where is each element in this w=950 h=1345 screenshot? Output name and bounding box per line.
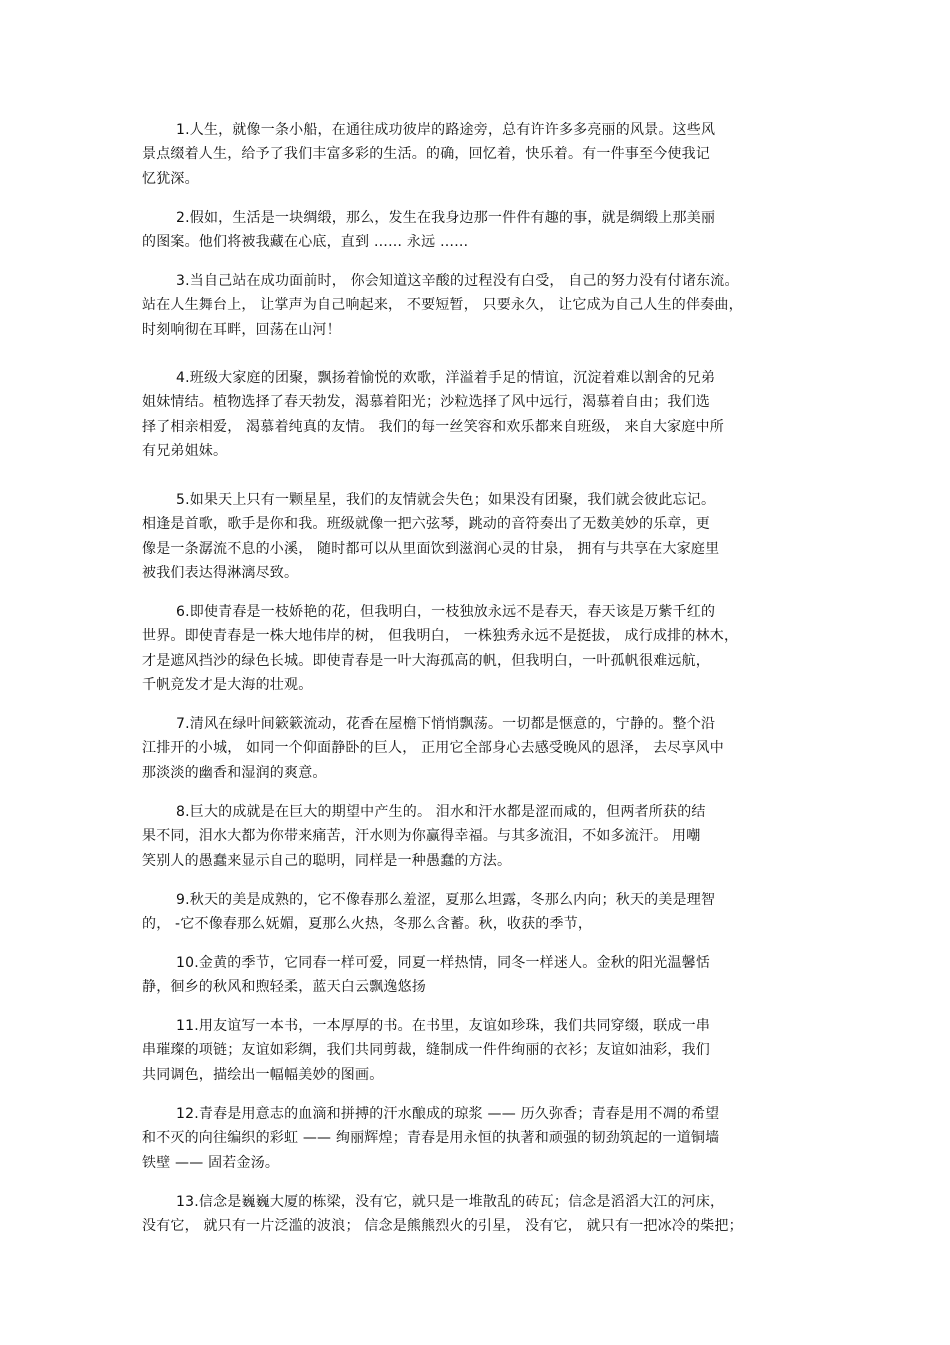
paragraph-line: 的图案。他们将被我藏在心底，直到 …… 永远 …… <box>142 234 469 250</box>
paragraph-line: 和不灭的向往编织的彩虹 —— 绚丽辉煌；青春是用永恒的执著和顽强的韧劲筑起的一道铜墙 <box>142 1130 720 1146</box>
paragraph-line: 7.清风在绿叶间簌簌流动，花香在屋檐下悄悄飘荡。一切都是惬意的，宁静的。整个沿 <box>176 716 716 732</box>
paragraph-line: 才是遮风挡沙的绿色长城。即使青春是一叶大海孤高的帆，但我明白，一叶孤帆很难远航， <box>142 653 710 669</box>
paragraph-line: 没有它， 就只有一片泛滥的波浪； 信念是熊熊烈火的引星， 没有它， 就只有一把冰冷的柴把； <box>142 1218 743 1234</box>
paragraph-line: 1.人生，就像一条小船，在通往成功彼岸的路途旁，总有许许多多亮丽的风景。这些风 <box>176 122 716 138</box>
paragraph-line: 13.信念是巍巍大厦的栋梁，没有它，就只是一堆散乱的砖瓦；信念是滔滔大江的河床， <box>176 1194 725 1210</box>
paragraph-line: 9.秋天的美是成熟的，它不像春那么羞涩，夏那么坦露，冬那么内向；秋天的美是理智 <box>176 892 716 908</box>
paragraph-line: 千帆竞发才是大海的壮观。 <box>142 677 313 693</box>
paragraph-line: 姐妹情结。植物选择了春天勃发，渴慕着阳光；沙粒选择了风中远行，渴慕着自由；我们选 <box>142 394 710 410</box>
paragraph-line: 笑别人的愚蠢来显示自己的聪明，同样是一种愚蠢的方法。 <box>142 853 512 869</box>
paragraph-line: 被我们表达得淋漓尽致。 <box>142 565 299 581</box>
paragraph-line: 站在人生舞台上， 让掌声为自己响起来， 不要短暂， 只要永久， 让它成为自己人生的伴奏曲， <box>142 297 743 313</box>
paragraph-line: 像是一条潺流不息的小溪， 随时都可以从里面饮到滋润心灵的甘泉， 拥有与共享在大家庭里 <box>142 541 720 557</box>
paragraph-line: 世界。即使青春是一株大地伟岸的树， 但我明白， 一株独秀永远不是挺拔， 成行成排的林木， <box>142 628 739 644</box>
paragraph-line: 铁壁 —— 固若金汤。 <box>142 1155 280 1171</box>
paragraph-line: 串璀璨的项链；友谊如彩绸，我们共同剪裁，缝制成一件件绚丽的衣衫；友谊如油彩，我们 <box>142 1042 710 1058</box>
paragraph-line: 静，徊乡的秋风和煦轻柔，蓝天白云飘逸悠扬 <box>142 979 426 995</box>
paragraph-line: 2.假如，生活是一块绸缎，那么，发生在我身边那一件件有趣的事，就是绸缎上那美丽 <box>176 210 716 226</box>
paragraph-line: 8.巨大的成就是在巨大的期望中产生的。 泪水和汗水都是涩而咸的，但两者所获的结 <box>176 804 706 820</box>
paragraph-line: 5.如果天上只有一颗星星，我们的友情就会失色；如果没有团聚，我们就会彼此忘记。 <box>176 492 716 508</box>
paragraph-line: 4.班级大家庭的团聚，飘扬着愉悦的欢歌，洋溢着手足的情谊，沉淀着难以割舍的兄弟 <box>176 370 716 386</box>
paragraph-line: 6.即使青春是一枝娇艳的花，但我明白，一枝独放永远不是春天，春天该是万紫千红的 <box>176 604 716 620</box>
paragraph-line: 相逢是首歌，歌手是你和我。班级就像一把六弦琴，跳动的音符奏出了无数美妙的乐章，更 <box>142 516 710 532</box>
paragraph-line: 有兄弟姐妹。 <box>142 443 228 459</box>
paragraph-line: 择了相亲相爱， 渴慕着纯真的友情。 我们的每一丝笑容和欢乐都来自班级， 来自大家庭中所 <box>142 419 724 435</box>
paragraph-line: 3.当自己站在成功面前时， 你会知道这辛酸的过程没有白受， 自己的努力没有付诸东流。 <box>176 273 739 289</box>
paragraph-line: 的， -它不像春那么妩媚，夏那么火热，冬那么含蓄。秋，收获的季节， <box>142 916 593 932</box>
paragraph-line: 忆犹深。 <box>142 171 199 187</box>
paragraph-line: 12.青春是用意志的血滴和拼搏的汗水酿成的琼浆 —— 历久弥香；青春是用不凋的希望 <box>176 1106 720 1122</box>
paragraph-line: 11.用友谊写一本书，一本厚厚的书。在书里，友谊如珍珠，我们共同穿缀，联成一串 <box>176 1018 711 1034</box>
paragraph-line: 景点缀着人生，给予了我们丰富多彩的生活。的确，回忆着，快乐着。有一件事至今使我记 <box>142 146 710 162</box>
paragraph-line: 果不同，泪水大都为你带来痛苦，汗水则为你赢得幸福。与其多流泪，不如多流汗。 用嘲 <box>142 828 701 844</box>
paragraph-line: 江排开的小城， 如同一个仰面静卧的巨人， 正用它全部身心去感受晚风的恩泽， 去尽享风中 <box>142 740 724 756</box>
paragraph-line: 时刻响彻在耳畔，回荡在山河！ <box>142 322 341 338</box>
paragraph-line: 10.金黄的季节，它同春一样可爱，同夏一样热情，同冬一样迷人。金秋的阳光温馨恬 <box>176 955 711 971</box>
paragraph-line: 那淡淡的幽香和湿润的爽意。 <box>142 765 327 781</box>
paragraph-line: 共同调色，描绘出一幅幅美妙的图画。 <box>142 1067 384 1083</box>
